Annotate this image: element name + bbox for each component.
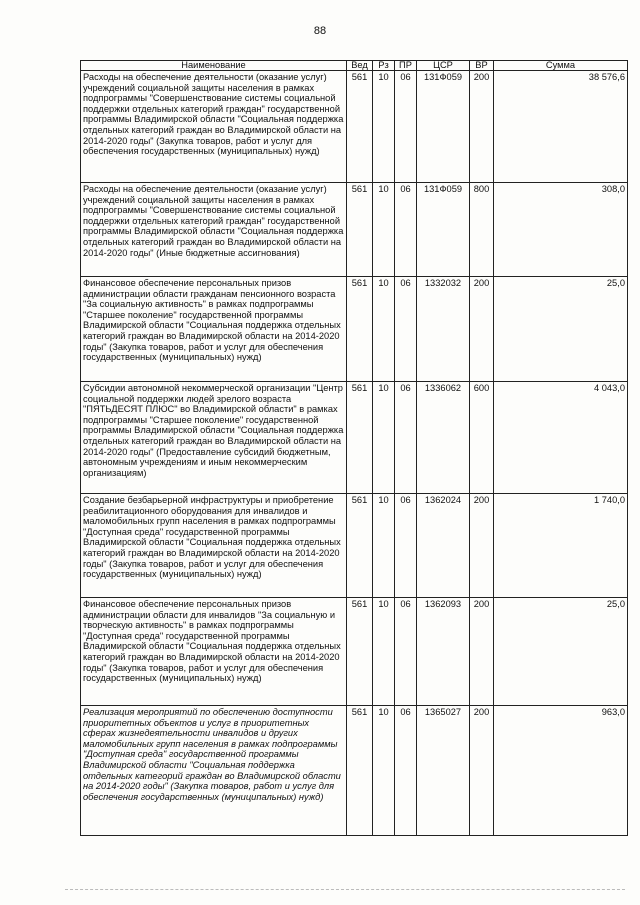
row-ved: 561 xyxy=(347,598,373,706)
table-header-row xyxy=(81,61,628,71)
row-vr: 200 xyxy=(470,598,494,706)
row-vr: 800 xyxy=(470,183,494,277)
row-rz: 10 xyxy=(373,183,395,277)
table-row xyxy=(81,183,628,277)
row-vr: 200 xyxy=(470,494,494,598)
row-rz: 10 xyxy=(373,494,395,598)
row-pr: 06 xyxy=(395,71,417,183)
header-vr: ВР xyxy=(470,61,494,71)
header-rz: Рз xyxy=(373,61,395,71)
header-sum: Сумма xyxy=(494,61,628,71)
row-sum: 38 576,6 xyxy=(494,71,628,183)
row-ved: 561 xyxy=(347,706,373,836)
table-row xyxy=(81,598,628,706)
budget-table xyxy=(80,60,628,836)
row-name: Финансовое обеспечение персональных призов администрации области гражданам пенсионного возраста "За социальную активность" в рамках подпрограммы "Старшее поколение" государственной программы Владимирской области "Социальная поддержка отдельных категорий граждан во Владимирской области на 2014-2020 годы" (Закупка товаров, работ и услуг для обеспечения государственных (муниципальных) нужд) xyxy=(81,277,347,382)
row-sum: 308,0 xyxy=(494,183,628,277)
row-rz: 10 xyxy=(373,71,395,183)
row-csr: 131Ф059 xyxy=(417,71,470,183)
header-ved: Вед xyxy=(347,61,373,71)
table-row xyxy=(81,71,628,183)
row-name: Создание безбарьерной инфраструктуры и приобретение реабилитационного оборудования для инвалидов и маломобильных групп населения в рамках подпрограммы "Доступная среда" государственной программы Владимирской области "Социальная поддержка отдельных категорий граждан во Владимирской области на 2014-2020 годы" (Закупка товаров, работ и услуг для обеспечения государственных (муниципальных) нужд) xyxy=(81,494,347,598)
row-csr: 1362024 xyxy=(417,494,470,598)
header-name: Наименование xyxy=(81,61,347,71)
row-name: Субсидии автономной некоммерческой организации "Центр социальной поддержки людей зрелого возраста "ПЯТЬДЕСЯТ ПЛЮС" во Владимирской области" в рамках подпрограммы "Старшее поколение" государственной программы Владимирской области "Социальная поддержка отдельных категорий граждан во Владимирской области на 2014-2020 годы" (Предоставление субсидий бюджетным, автономным учреждениям и иным некоммерческим организациям) xyxy=(81,382,347,494)
row-vr: 200 xyxy=(470,706,494,836)
row-pr: 06 xyxy=(395,598,417,706)
row-vr: 600 xyxy=(470,382,494,494)
row-csr: 1362093 xyxy=(417,598,470,706)
page-number: 88 xyxy=(313,25,327,37)
row-rz: 10 xyxy=(373,706,395,836)
row-pr: 06 xyxy=(395,382,417,494)
row-pr: 06 xyxy=(395,706,417,836)
header-csr: ЦСР xyxy=(417,61,470,71)
row-sum: 963,0 xyxy=(494,706,628,836)
row-sum: 1 740,0 xyxy=(494,494,628,598)
header-pr: ПР xyxy=(395,61,417,71)
row-name: Расходы на обеспечение деятельности (оказание услуг) учреждений социальной защиты населения в рамках подпрограммы "Совершенствование системы социальной поддержки отдельных категорий граждан" государственной программы Владимирской области "Социальная поддержка отдельных категорий граждан во Владимирской области на 2014-2020 годы" (Иные бюджетные ассигнования) xyxy=(81,183,347,277)
row-pr: 06 xyxy=(395,183,417,277)
row-ved: 561 xyxy=(347,183,373,277)
table-row xyxy=(81,277,628,382)
table-row xyxy=(81,706,628,836)
row-ved: 561 xyxy=(347,494,373,598)
page-bottom-divider xyxy=(65,889,625,890)
table-row xyxy=(81,382,628,494)
row-name: Расходы на обеспечение деятельности (оказание услуг) учреждений социальной защиты населения в рамках подпрограммы "Совершенствование системы социальной поддержки отдельных категорий граждан" государственной программы Владимирской области "Социальная поддержка отдельных категорий граждан во Владимирской области на 2014-2020 годы" (Закупка товаров, работ и услуг для обеспечения государственных (муниципальных) нужд) xyxy=(81,71,347,183)
row-ved: 561 xyxy=(347,382,373,494)
row-vr: 200 xyxy=(470,277,494,382)
row-name: Реализация мероприятий по обеспечению доступности приоритетных объектов и услуг в приоритетных сферах жизнедеятельности инвалидов и других маломобильных групп населения в рамках подпрограммы "Доступная среда" государственной программы Владимирской области "Социальная поддержка отдельных категорий граждан во Владимирской области на 2014-2020 годы" (Закупка товаров, работ и услуг для обеспечения государственных (муниципальных) нужд) xyxy=(81,706,347,836)
row-sum: 25,0 xyxy=(494,277,628,382)
row-csr: 1365027 xyxy=(417,706,470,836)
row-rz: 10 xyxy=(373,277,395,382)
row-ved: 561 xyxy=(347,71,373,183)
row-rz: 10 xyxy=(373,382,395,494)
row-pr: 06 xyxy=(395,277,417,382)
row-csr: 1332032 xyxy=(417,277,470,382)
row-rz: 10 xyxy=(373,598,395,706)
row-csr: 131Ф059 xyxy=(417,183,470,277)
row-sum: 4 043,0 xyxy=(494,382,628,494)
row-name: Финансовое обеспечение персональных призов администрации области для инвалидов "За социальную и творческую активность" в рамках подпрограммы "Доступная среда" государственной программы Владимирской области "Социальная поддержка отдельных категорий граждан во Владимирской области на 2014-2020 годы" (Закупка товаров, работ и услуг для обеспечения государственных (муниципальных) нужд) xyxy=(81,598,347,706)
row-csr: 1336062 xyxy=(417,382,470,494)
row-ved: 561 xyxy=(347,277,373,382)
row-vr: 200 xyxy=(470,71,494,183)
table-row xyxy=(81,494,628,598)
row-pr: 06 xyxy=(395,494,417,598)
row-sum: 25,0 xyxy=(494,598,628,706)
